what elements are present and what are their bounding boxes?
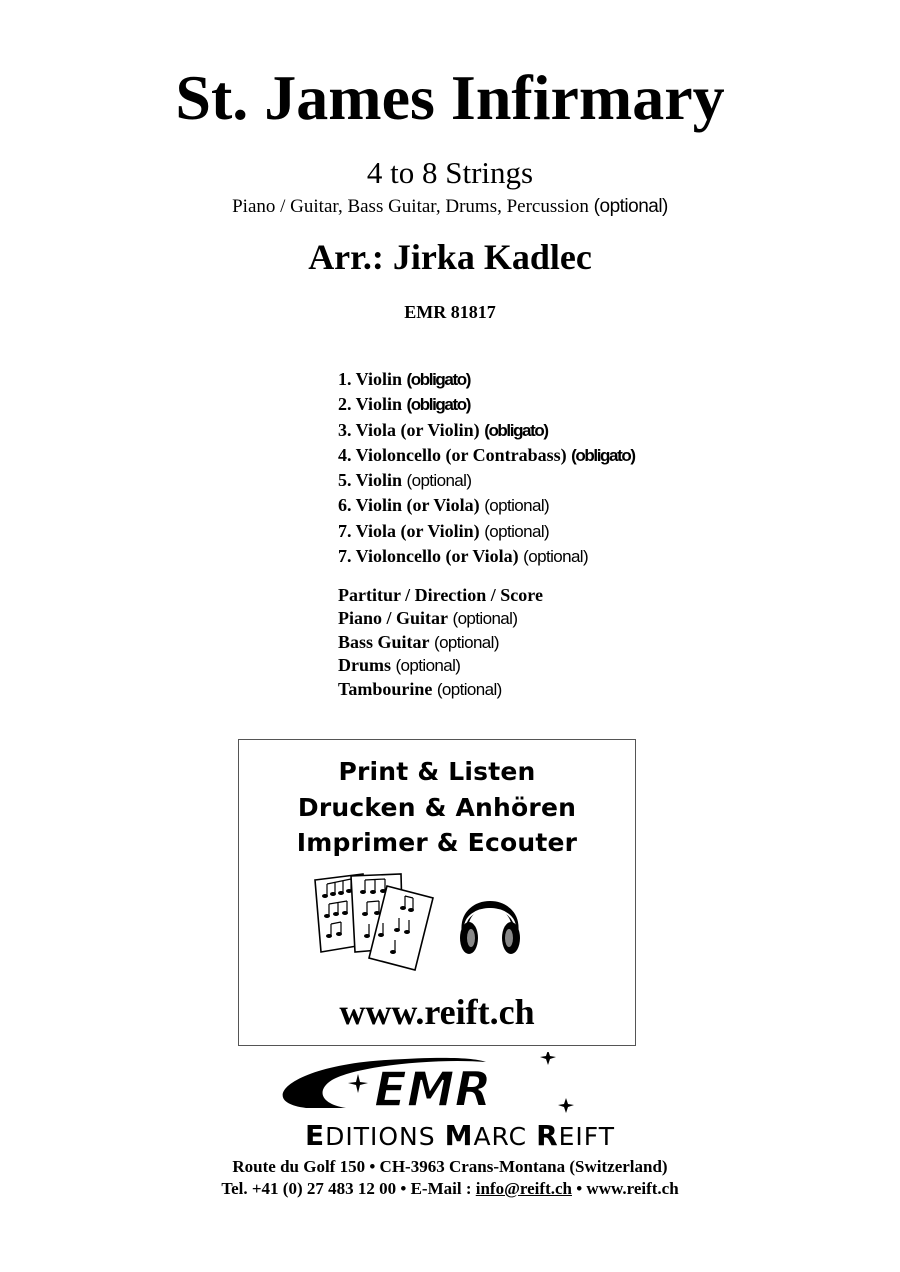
promo-url-link[interactable]: www.reift.ch <box>339 992 535 1032</box>
extra-name: Partitur / Direction / Score <box>338 585 543 605</box>
promo-line-fr: Imprimer & Ecouter <box>296 828 578 857</box>
list-item <box>338 468 635 493</box>
promo-line-de: Drucken & Anhören <box>297 793 577 822</box>
extra-name: Drums <box>338 655 391 676</box>
ensemble-subtitle: 4 to 8 Strings <box>366 155 534 190</box>
part-note: (optional) <box>523 547 589 567</box>
part-note: (obligato) <box>406 370 470 389</box>
part-name: 4. Violoncello (or Contrabass) <box>338 444 567 465</box>
part-name: 6. Violin (or Viola) <box>338 495 480 516</box>
logo-text: EMR <box>374 1062 492 1118</box>
extra-note: (optional) <box>434 632 499 652</box>
extra-note: (optional) <box>452 608 518 628</box>
extras-list <box>338 584 543 702</box>
part-name: 7. Viola (or Violin) <box>338 520 480 541</box>
publisher-contact <box>0 1178 900 1200</box>
publisher-name-cap: M <box>444 1119 474 1152</box>
list-item <box>338 367 635 392</box>
part-note: (optional) <box>484 521 550 541</box>
list-item <box>338 631 543 655</box>
list-item <box>338 392 635 417</box>
extra-name: Piano / Guitar <box>338 607 449 628</box>
part-name: 5. Violin <box>338 470 403 491</box>
email-link[interactable]: info@reift.ch <box>475 1179 572 1198</box>
sheet-music-icon <box>311 872 439 972</box>
part-name: 3. Viola (or Violin) <box>338 419 480 440</box>
publisher-name-cap: R <box>536 1119 559 1152</box>
publisher-name-rest: ARC <box>473 1122 537 1151</box>
part-name: 2. Violin <box>338 394 403 415</box>
emr-logo <box>236 1052 616 1118</box>
part-note: (optional) <box>484 496 550 516</box>
phone-text: Tel. +41 (0) 27 483 12 00 • E-Mail : <box>221 1179 476 1198</box>
promo-line-en: Print & Listen <box>338 757 536 786</box>
instruments-text: Piano / Guitar, Bass Guitar, Drums, Percussion <box>232 196 589 217</box>
list-item <box>338 443 635 468</box>
part-note: (optional) <box>406 471 472 491</box>
catalog-number: EMR 81817 <box>404 302 496 322</box>
optional-instruments-line <box>0 195 900 219</box>
list-item <box>338 607 543 631</box>
instruments-note: (optional) <box>593 196 668 217</box>
publisher-name-cap: E <box>304 1119 326 1152</box>
print-listen-box[interactable] <box>238 739 636 1046</box>
arranger: Arr.: Jirka Kadlec <box>308 237 592 277</box>
extra-note: (optional) <box>395 656 461 676</box>
extra-name: Bass Guitar <box>338 631 430 652</box>
extra-note: (optional) <box>436 680 502 700</box>
part-note: (obligato) <box>484 420 548 440</box>
part-name: 7. Violoncello (or Viola) <box>338 546 519 567</box>
publisher-name <box>240 1120 680 1153</box>
list-item <box>338 678 543 702</box>
part-name: 1. Violin <box>338 369 403 389</box>
publisher-address: Route du Golf 150 • CH-3963 Crans-Montana (Switzerland) <box>232 1157 668 1176</box>
headphones-icon <box>457 886 523 962</box>
extra-name: Tambourine <box>338 679 433 700</box>
list-item <box>338 584 543 607</box>
list-item <box>338 493 635 518</box>
page-title: St. James Infirmary <box>175 62 725 133</box>
parts-list <box>338 367 635 569</box>
publisher-name-rest: DITIONS <box>325 1122 445 1151</box>
list-item <box>338 418 635 443</box>
publisher-name-rest: EIFT <box>558 1122 616 1151</box>
list-item <box>338 519 635 544</box>
part-note: (obligato) <box>571 445 635 465</box>
part-note: (obligato) <box>406 395 470 415</box>
list-item <box>338 654 543 678</box>
web-text: • www.reift.ch <box>571 1179 679 1198</box>
list-item <box>338 544 635 569</box>
